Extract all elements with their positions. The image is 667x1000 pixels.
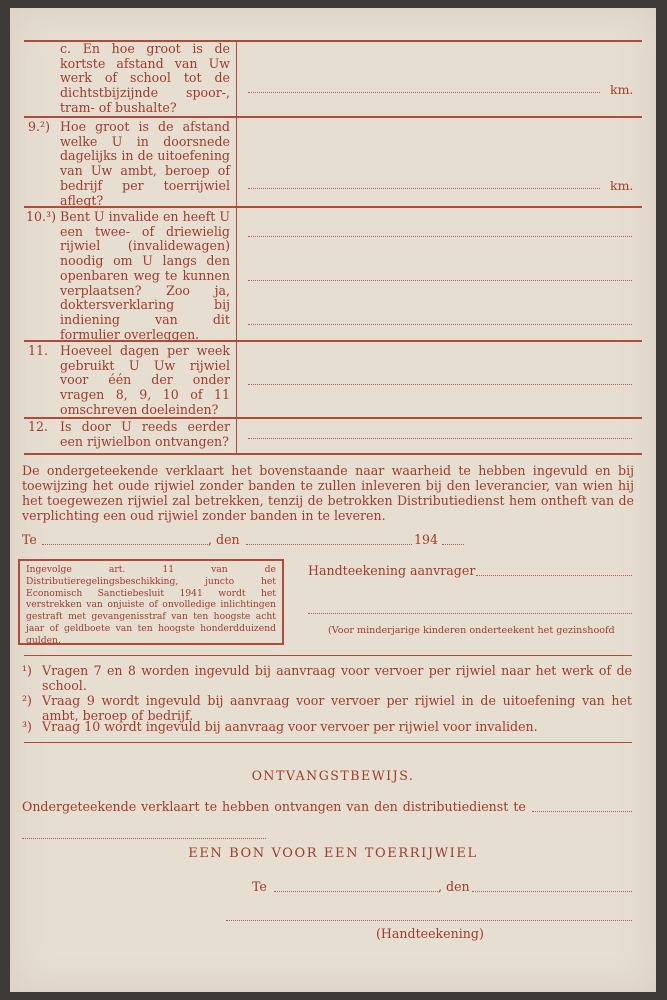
receipt-signature-field[interactable] xyxy=(226,920,632,921)
receipt-den-field[interactable] xyxy=(472,891,632,892)
receipt-te-label: Te xyxy=(252,879,267,894)
signature-note: (Voor minderjarige kinderen onderteekent het gezinshoofd xyxy=(328,625,615,636)
answer-12-field[interactable] xyxy=(248,438,632,439)
answer-10-field[interactable] xyxy=(248,324,632,325)
question-9-number: 9.²) xyxy=(28,119,50,134)
receipt-title: ONTVANGSTBEWIJS. xyxy=(251,768,415,783)
question-11-number: 11. xyxy=(28,343,49,358)
footnote-mark: ²) xyxy=(22,693,32,708)
receipt-signature-label: (Handteekening) xyxy=(376,926,484,941)
question-9-label: Hoe groot is de afstand welke U in doorsnede dagelijks in de uitoefening van Uw ambt, beroep of bedrijf per toerrijwiel aflegt? xyxy=(60,119,230,208)
footnote-text: Vragen 7 en 8 worden ingevuld bij aanvraag voor vervoer per rijwiel naar het werk of de school. xyxy=(42,663,632,693)
legal-warning-box xyxy=(18,559,284,645)
answer-8c-field[interactable] xyxy=(248,92,600,93)
place-field[interactable] xyxy=(42,544,208,545)
date-label: , den xyxy=(208,532,240,547)
footnote-mark: ³) xyxy=(22,719,32,734)
unit-km: km. xyxy=(610,82,634,97)
question-11-label: Hoeveel dagen per week gebruikt U Uw rijwiel voor één der onder vragen 8, 9, 10 of 11 omschreven doeleinden? xyxy=(60,343,230,417)
signature-field[interactable] xyxy=(308,613,632,614)
year-field[interactable] xyxy=(442,544,464,545)
date-field[interactable] xyxy=(246,544,412,545)
table-rule xyxy=(24,453,642,455)
column-divider xyxy=(236,40,237,454)
signature-field[interactable] xyxy=(476,575,632,576)
answer-11-field[interactable] xyxy=(248,384,632,385)
place-label: Te xyxy=(22,532,37,547)
answer-10-field[interactable] xyxy=(248,236,632,237)
unit-km: km. xyxy=(610,178,634,193)
receipt-separator xyxy=(24,742,632,743)
question-12-label: Is door U reeds eerder een rijwielbon ontvangen? xyxy=(60,419,230,449)
receipt-te-field[interactable] xyxy=(274,891,438,892)
year-label: 194 xyxy=(414,532,439,547)
receipt-statement: Ondergeteekende verklaart te hebben ontvangen van den distributiedienst te xyxy=(22,799,526,814)
question-10-number: 10.³) xyxy=(26,209,56,224)
receipt-place-field[interactable] xyxy=(532,811,632,812)
question-12-number: 12. xyxy=(28,419,49,434)
question-10-label: Bent U invalide en heeft U een twee- of driewielig rijwiel (invalidewagen) noodig om U langs den openbaren weg te kunnen verplaatsen? Zoo ja, doktersverklaring bij indiening van dit formulier overleggen. xyxy=(60,209,230,342)
answer-10-field[interactable] xyxy=(248,280,632,281)
receipt-den-label: , den xyxy=(438,879,470,894)
declaration-text: De ondergeteekende verklaart het bovenstaande naar waarheid te hebben ingevuld en bij toewijzing het oude rijwiel zonder banden te zullen inleveren bij den leverancier, van wien hij het toegewezen rijwiel zal betrekken, tenzij de betrokken Distributiedienst hem ontheft van de verplichting een oud rijwiel zonder banden in te leveren. xyxy=(22,463,634,523)
signature-label: Handteekening aanvrager xyxy=(308,563,476,578)
answer-9-field[interactable] xyxy=(248,188,600,189)
footnote-text: Vraag 9 wordt ingevuld bij aanvraag voor vervoer per rijwiel in de uitoefening van het ambt, beroep of bedrijf. xyxy=(42,693,632,723)
footnote-rule xyxy=(24,655,632,656)
question-8c-label: c. En hoe groot is de kortste afstand van Uw werk of school tot de dichtstbijzijnde spoor-, tram- of bushalte? xyxy=(60,41,230,115)
receipt-place-field[interactable] xyxy=(22,838,266,839)
table-rule xyxy=(24,116,642,118)
legal-warning-text: Ingevolge art. 11 van de Distributieregelingsbeschikking, juncto het Economisch Sanctiebesluit 1941 wordt het verstrekken van onjuiste of onvolledige inlichtingen gestraft met gevangenisstraf van ten hoogste acht jaar of geldboete van ten hoogste honderdduizend gulden. xyxy=(26,564,276,646)
footnote-text: Vraag 10 wordt ingevuld bij aanvraag voor vervoer per rijwiel voor invaliden. xyxy=(42,719,538,734)
form-card xyxy=(10,8,656,992)
receipt-item: EEN BON VOOR EEN TOERRIJWIEL xyxy=(188,846,478,861)
footnote-mark: ¹) xyxy=(22,663,32,678)
